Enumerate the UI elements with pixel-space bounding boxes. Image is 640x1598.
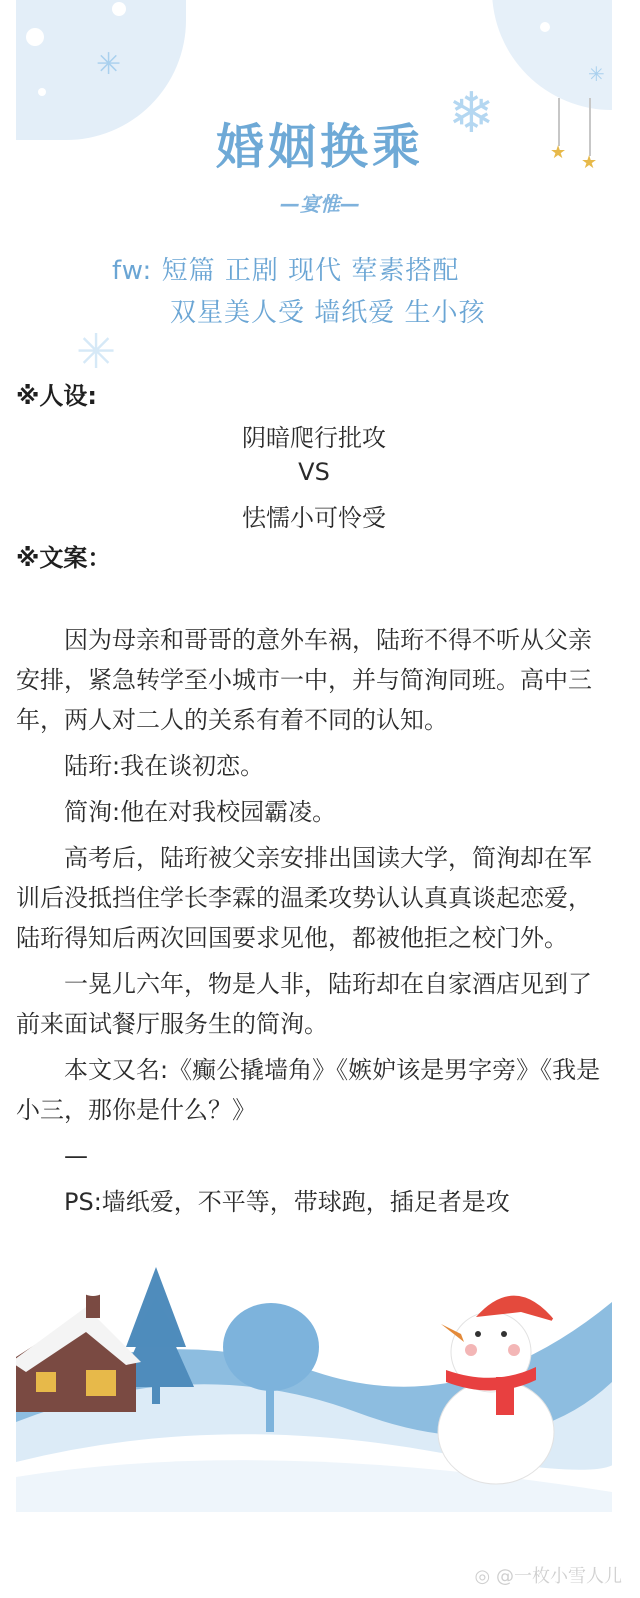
snowflake-icon: ✳ [96,47,122,82]
character-shou: 怯懦小可怜受 [242,504,386,532]
blurb-body [16,620,614,1228]
snowflake-icon: ❄ [448,81,495,146]
blurb-paragraph: 简洵:他在对我校园霸凌。 [64,798,337,826]
decor-dot [540,22,550,32]
decor-dot [112,2,126,16]
book-title: 婚姻换乘 [215,119,424,175]
winter-scene-illustration [16,1262,612,1512]
snowflake-icon: ✳ [76,324,117,380]
blurb-paragraph: 高考后，陆珩被父亲安排出国读大学，简洵却在军训后没抵挡住学长李霖的温柔攻势认认真真谈起恋爱，陆珩得知后两次回国要求见他，都被他拒之校门外。 [16,844,592,952]
weibo-icon: ◎ [474,1566,491,1587]
tags-line-2: 双星美人受 墙纸爱 生小孩 [170,298,486,328]
author-name: —宴惟— [280,192,360,216]
blurb-heading: ※文案： [16,544,112,572]
tags-line-1: fw: 短篇 正剧 现代 荤素搭配 [112,256,460,286]
decor-dot [38,88,46,96]
versus-label: VS [298,458,330,486]
characters-heading: ※人设: [16,382,97,410]
star-pendant-icon: ★ [581,152,598,173]
weibo-watermark [475,1562,622,1588]
watermark-text: @一枚小雪人儿 [496,1566,622,1587]
character-gong: 阴暗爬行批攻 [242,424,386,452]
blurb-paragraph: 因为母亲和哥哥的意外车祸，陆珩不得不听从父亲安排，紧急转学至小城市一中，并与简洵同班。高中三年，两人对二人的关系有着不同的认知。 [16,626,592,734]
blurb-divider: — [64,1142,88,1170]
decor-dot [26,28,44,46]
snowflake-icon: ✳ [588,62,605,86]
blurb-paragraph: PS:墙纸爱，不平等，带球跑，插足者是攻 [64,1188,510,1216]
star-pendant-icon: ★ [550,142,567,163]
blurb-paragraph: 本文又名:《癫公撬墙角》《嫉妒该是男字旁》《我是小三，那你是什么？》 [16,1056,601,1124]
blurb-paragraph: 陆珩:我在谈初恋。 [64,752,265,780]
blurb-paragraph: 一晃儿六年，物是人非，陆珩却在自家酒店见到了前来面试餐厅服务生的简洵。 [16,970,592,1038]
